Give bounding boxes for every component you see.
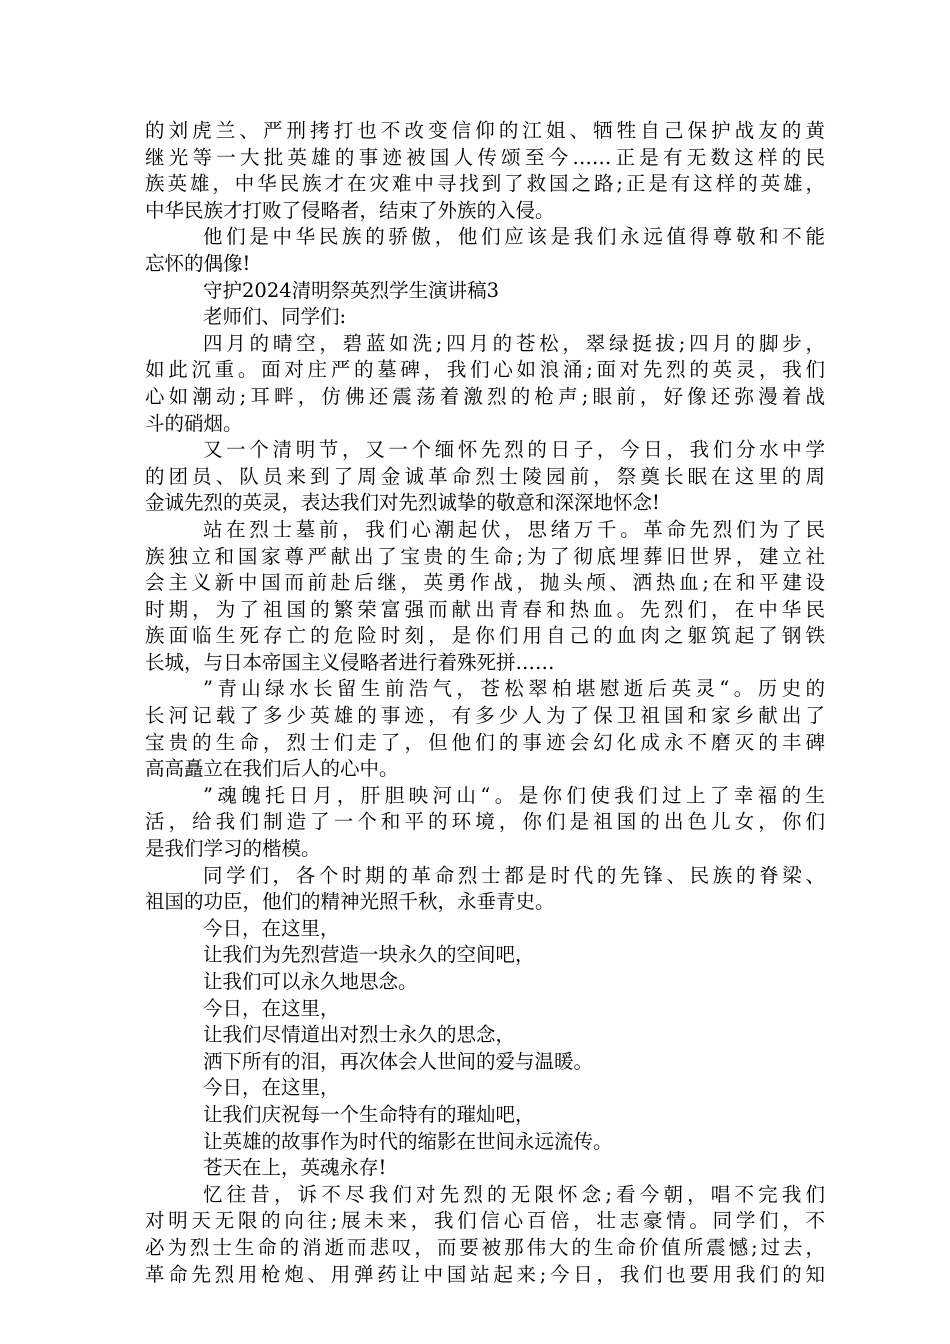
text-line: 四月的晴空，碧蓝如洗;四月的苍松，翠绿挺拔;四月的脚步， (203, 331, 825, 355)
text-line: 会主义新中国而前赴后继，英勇作战，抛头颅、洒热血;在和平建设 (145, 571, 825, 595)
text-line: 让我们可以永久地思念。 (203, 970, 418, 993)
text-line: 让我们庆祝每一个生命特有的璀灿吧， (203, 1102, 535, 1126)
text-line: 族面临生死存亡的危险时刻，是你们用自己的血肉之躯筑起了钢铁 (145, 624, 825, 648)
text-line: 苍天在上，英魂永存! (203, 1156, 387, 1180)
text-line: 的团员、队员来到了周金诚革命烈士陵园前，祭奠长眠在这里的周 (145, 464, 825, 488)
text-line: 时期，为了祖国的繁荣富强而献出青春和热血。先烈们，在中华民 (145, 597, 825, 621)
text-line: 金诚先烈的英灵，表达我们对先烈诚挚的敬意和深深地怀念! (145, 491, 660, 515)
text-line: ”青山绿水长留生前浩气，苍松翠柏堪慰逝后英灵“。历史的 (203, 677, 825, 701)
text-line: 让我们为先烈营造一块永久的空间吧， (203, 943, 535, 967)
text-line: 革命先烈用枪炮、用弹药让中国站起来;今日，我们也要用我们的知 (145, 1262, 825, 1286)
text-line: 族独立和国家尊严献出了宝贵的生命;为了彻底埋葬旧世界，建立社 (145, 544, 825, 568)
text-line: 又一个清明节，又一个缅怀先烈的日子，今日，我们分水中学 (203, 438, 825, 462)
text-line: 忆往昔，诉不尽我们对先烈的无限怀念;看今朝，唱不完我们 (203, 1182, 825, 1206)
text-line: 长河记载了多少英雄的事迹，有多少人为了保卫祖国和家乡献出了 (145, 704, 825, 728)
text-line: 活，给我们制造了一个和平的环境，你们是祖国的出色儿女，你们 (145, 810, 825, 834)
text-line: 继光等一大批英雄的事迹被国人传颂至今……正是有无数这样的民 (145, 145, 825, 169)
text-line: 的刘虎兰、严刑拷打也不改变信仰的江姐、牺牲自己保护战友的黄 (145, 119, 825, 142)
text-line: 让我们尽情道出对烈士永久的思念， (203, 1023, 516, 1047)
text-line: ”魂魄托日月，肝胆映河山“。是你们使我们过上了幸福的生 (203, 783, 825, 807)
document-page (145, 118, 825, 1288)
text-line: 是我们学习的楷模。 (145, 837, 321, 861)
text-line: 心如潮动;耳畔，仿佛还震荡着激烈的枪声;眼前，好像还弥漫着战 (145, 384, 825, 408)
text-line: 高高矗立在我们后人的心中。 (145, 757, 399, 781)
text-line: 必为烈士生命的消逝而悲叹，而要被那伟大的生命价值所震憾;过去， (145, 1235, 825, 1259)
text-line: 忘怀的偶像! (145, 251, 251, 275)
text-line: 宝贵的生命，烈士们走了，但他们的事迹会幻化成永不磨灭的丰碑 (145, 730, 825, 754)
text-line: 守护2024清明祭英烈学生演讲稿3 (203, 278, 500, 302)
text-line: 同学们，各个时期的革命烈士都是时代的先锋、民族的脊梁、 (203, 863, 825, 887)
text-line: 长城，与日本帝国主义侵略者进行着殊死拼…… (145, 650, 555, 674)
text-line: 洒下所有的泪，再次体会人世间的爱与温暖。 (203, 1049, 594, 1073)
text-line: 中华民族才打败了侵略者，结束了外族的入侵。 (145, 198, 555, 222)
text-line: 对明天无限的向往;展未来，我们信心百倍，壮志豪情。同学们，不 (145, 1209, 825, 1233)
text-line: 祖国的功臣，他们的精神光照千秋，永垂青史。 (145, 890, 555, 914)
text-line: 今日，在这里， (203, 1076, 340, 1100)
text-line: 他们是中华民族的骄傲，他们应该是我们永远值得尊敬和不能 (203, 225, 825, 249)
text-line: 站在烈士墓前，我们心潮起伏，思绪万千。革命先烈们为了民 (203, 517, 825, 541)
text-line: 老师们、同学们: (203, 305, 347, 329)
text-line: 今日，在这里， (203, 996, 340, 1020)
text-line: 今日，在这里， (203, 916, 340, 940)
text-line: 族英雄，中华民族才在灾难中寻找到了救国之路;正是有这样的英雄， (145, 172, 825, 196)
text-line: 斗的硝烟。 (145, 411, 243, 435)
text-line: 让英雄的故事作为时代的缩影在世间永远流传。 (203, 1129, 613, 1153)
text-line: 如此沉重。面对庄严的墓碑，我们心如浪涌;面对先烈的英灵，我们 (145, 358, 825, 382)
